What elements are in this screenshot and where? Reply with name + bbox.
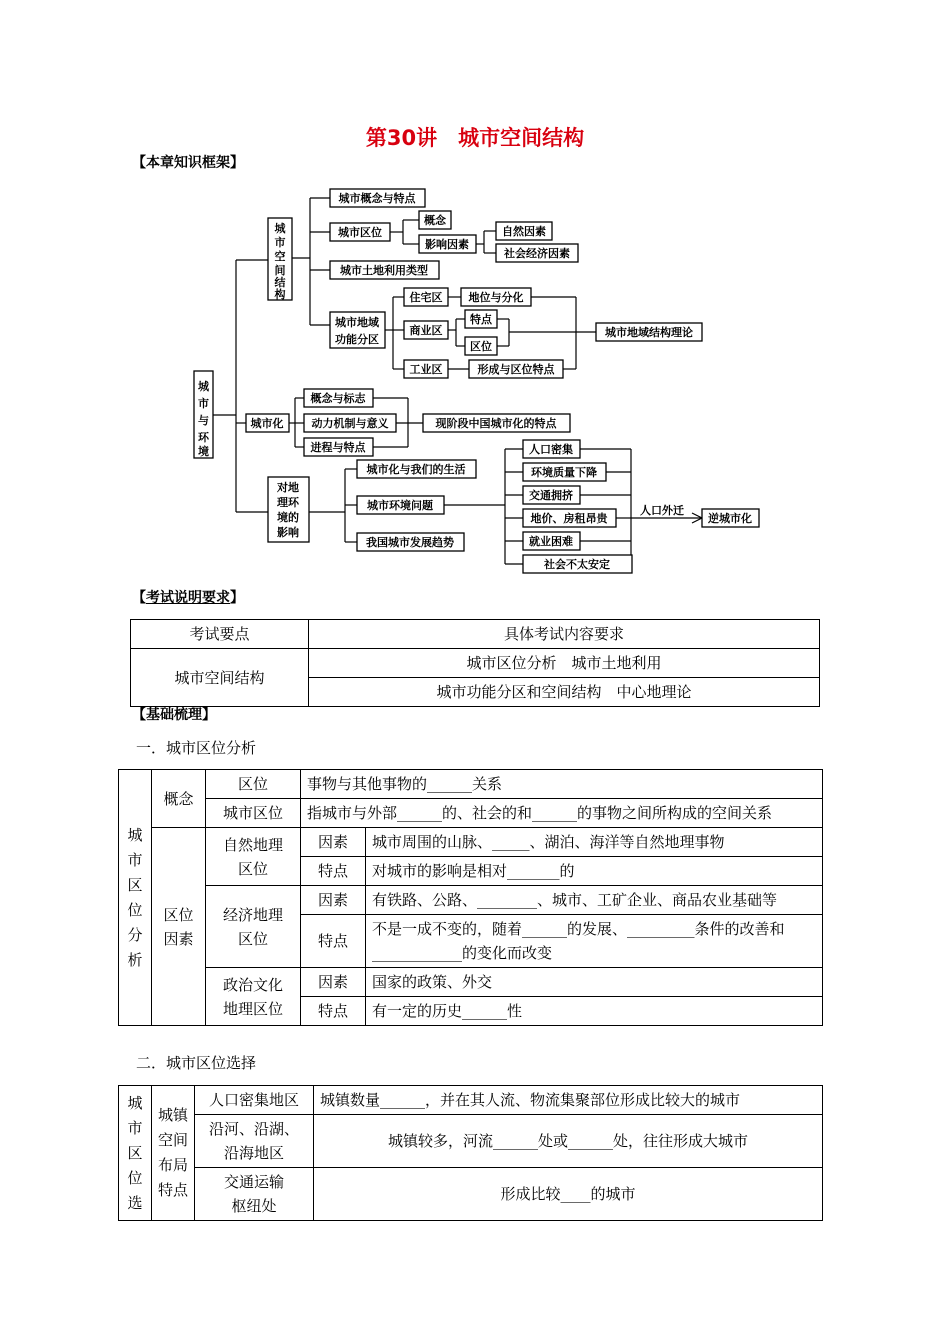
part1-factors: 区位 因素: [152, 828, 206, 1026]
part1-natural: 自然地理 区位: [206, 828, 301, 886]
node-spatial-structure: [268, 218, 292, 301]
svg-text:城市环境问题: 城市环境问题: [367, 499, 433, 512]
node-env-problems: [357, 496, 444, 514]
svg-text:功能分区: 功能分区: [335, 333, 379, 346]
part1-nat-factor-label: 因素: [301, 828, 366, 857]
node-industrial: [404, 360, 448, 378]
svg-text:城: 城: [198, 380, 209, 393]
svg-text:理环: 理环: [277, 496, 299, 509]
node-concept-sign: [304, 389, 373, 407]
svg-text:市: 市: [274, 236, 286, 249]
svg-text:城市地域结构理论: 城市地域结构理论: [605, 326, 693, 339]
framework-heading: 【本章知识框架】: [132, 155, 244, 171]
part1-loc: 区位: [206, 770, 301, 799]
svg-text:与: 与: [198, 414, 209, 427]
svg-text:住宅区: 住宅区: [409, 291, 443, 304]
svg-text:商业区: 商业区: [409, 324, 443, 337]
svg-text:间: 间: [274, 264, 286, 277]
exam-req-2: 城市功能分区和空间结构 中心地理论: [309, 678, 820, 707]
node-position-diff: [461, 288, 531, 306]
node-concept: [419, 211, 451, 229]
svg-text:就业困难: 就业困难: [529, 535, 573, 548]
svg-text:交通拥挤: 交通拥挤: [529, 489, 573, 502]
part1-nat-factor: 城市周围的山脉、_____、湖泊、海洋等自然地理事物: [366, 828, 823, 857]
exam-heading: 【考试说明要求】: [132, 590, 244, 606]
svg-text:城市地域: 城市地域: [335, 316, 379, 329]
node-trend: [357, 533, 464, 551]
svg-text:环: 环: [198, 431, 209, 444]
svg-text:特点: 特点: [470, 313, 492, 326]
node-china-stage: [423, 414, 570, 432]
part2-side-label: 城 市 区 位 选: [119, 1086, 152, 1221]
label-outmigration: 人口外迁: [640, 504, 684, 517]
part2-hub-text: 形成比较____的城市: [314, 1168, 823, 1221]
part1-city-loc-def: 指城市与外部______的、社会的和______的事物之间所构成的空间关系: [301, 799, 823, 828]
part2-river: 沿河、沿湖、 沿海地区: [195, 1115, 314, 1168]
svg-text:自然因素: 自然因素: [502, 225, 546, 238]
part2-dense-text: 城镇数量______，并在其人流、物流集聚部位形成比较大的城市: [314, 1086, 823, 1115]
part1-econ-factor: 有铁路、公路、________、城市、工矿企业、商品农业基础等: [366, 886, 823, 915]
part1-econ-factor-label: 因素: [301, 886, 366, 915]
node-unstable: [523, 555, 632, 573]
svg-text:城: 城: [274, 222, 286, 235]
node-location: [330, 223, 390, 241]
node-factors: [419, 235, 476, 253]
node-root: [194, 371, 213, 458]
part1-city-loc: 城市区位: [206, 799, 301, 828]
node-land-use: [330, 261, 439, 279]
part1-pol-factor: 国家的政策、外交: [366, 968, 823, 997]
basics-heading: 【基础梳理】: [132, 707, 216, 723]
part1-econ-feature-label: 特点: [301, 915, 366, 968]
svg-text:影响: 影响: [277, 526, 299, 539]
node-functional-zones: [330, 312, 385, 348]
part2-layout-label: 城镇 空间 布局 特点: [152, 1086, 195, 1221]
part1-concept: 概念: [152, 770, 206, 828]
svg-text:市: 市: [198, 397, 209, 410]
part2-hub: 交通运输 枢纽处: [195, 1168, 314, 1221]
svg-text:境的: 境的: [277, 511, 299, 524]
part1-pol: 政治文化 地理区位: [206, 968, 301, 1026]
exam-header-content: 具体考试内容要求: [309, 620, 820, 649]
svg-text:我国城市发展趋势: 我国城市发展趋势: [366, 536, 454, 549]
svg-text:城市化与我们的生活: 城市化与我们的生活: [366, 463, 466, 476]
node-jobs: [523, 532, 580, 550]
part1-econ-feature: 不是一成不变的，随着______的发展、_________条件的改善和____________的变化而改变: [366, 915, 823, 968]
node-socioeconomic: [496, 244, 578, 262]
node-features: [465, 310, 497, 328]
node-mechanism: [304, 414, 396, 432]
svg-text:人口密集: 人口密集: [529, 443, 573, 456]
svg-text:社会不太安定: 社会不太安定: [544, 558, 610, 571]
svg-text:形成与区位特点: 形成与区位特点: [477, 363, 555, 376]
node-traffic: [523, 486, 580, 504]
node-quality: [523, 463, 606, 481]
node-counter-urbanization: [702, 509, 759, 527]
part1-pol-feature: 有一定的历史______性: [366, 997, 823, 1026]
exam-requirements-table: [130, 619, 820, 707]
part1-nat-feature-label: 特点: [301, 857, 366, 886]
node-impact: [268, 477, 309, 542]
svg-text:城市化: 城市化: [250, 417, 284, 430]
svg-text:环境质量下降: 环境质量下降: [531, 466, 597, 479]
knowledge-framework-diagram: [0, 0, 950, 600]
node-dense: [523, 440, 580, 458]
node-life: [357, 460, 476, 478]
node-natural: [496, 222, 552, 240]
svg-text:地价、房租昂贵: 地价、房租昂贵: [530, 512, 608, 525]
part1-heading: 一．城市区位分析: [136, 739, 257, 757]
part1-side-label: 城 市 区 位 分 析: [119, 770, 152, 1026]
node-location2: [465, 337, 497, 355]
svg-text:概念: 概念: [424, 214, 446, 227]
svg-text:结: 结: [274, 276, 286, 289]
page-title: 第30讲 城市空间结构: [365, 126, 585, 150]
svg-text:区位: 区位: [470, 340, 492, 353]
svg-text:现阶段中国城市化的特点: 现阶段中国城市化的特点: [435, 417, 557, 430]
svg-text:境: 境: [198, 445, 209, 458]
svg-text:逆城市化: 逆城市化: [708, 512, 752, 525]
svg-text:城市土地利用类型: 城市土地利用类型: [340, 264, 428, 277]
svg-text:概念与标志: 概念与标志: [310, 392, 366, 405]
svg-text:动力机制与意义: 动力机制与意义: [311, 417, 389, 430]
svg-text:城市概念与特点: 城市概念与特点: [338, 192, 416, 205]
svg-text:空: 空: [274, 250, 286, 263]
part1-loc-def: 事物与其他事物的______关系: [301, 770, 823, 799]
location-analysis-table: [118, 769, 823, 1026]
part1-pol-factor-label: 因素: [301, 968, 366, 997]
node-commercial: [404, 321, 448, 339]
exam-header-point: 考试要点: [131, 620, 309, 649]
svg-text:影响因素: 影响因素: [425, 238, 469, 251]
part2-river-text: 城镇较多，河流______处或______处，往往形成大城市: [314, 1115, 823, 1168]
node-concept-features: [330, 189, 425, 207]
node-theory: [596, 323, 702, 341]
node-formation: [469, 360, 563, 378]
svg-text:对地: 对地: [277, 481, 299, 494]
node-rent: [523, 509, 616, 527]
part2-heading: 二．城市区位选择: [136, 1054, 257, 1072]
part1-econ: 经济地理 区位: [206, 886, 301, 968]
part1-pol-feature-label: 特点: [301, 997, 366, 1026]
node-residential: [404, 288, 448, 306]
exam-req-1: 城市区位分析 城市土地利用: [309, 649, 820, 678]
part2-dense-area: 人口密集地区: [195, 1086, 314, 1115]
location-choice-table: [118, 1085, 823, 1221]
svg-text:社会经济因素: 社会经济因素: [504, 247, 570, 260]
part1-nat-feature: 对城市的影响是相对_______的: [366, 857, 823, 886]
svg-text:构: 构: [274, 288, 286, 301]
svg-text:工业区: 工业区: [409, 363, 443, 376]
node-urbanization: [246, 414, 289, 432]
exam-point: 城市空间结构: [131, 649, 309, 707]
node-process: [304, 438, 373, 456]
svg-text:城市区位: 城市区位: [338, 226, 382, 239]
svg-text:地位与分化: 地位与分化: [468, 291, 524, 304]
svg-text:进程与特点: 进程与特点: [310, 441, 366, 454]
